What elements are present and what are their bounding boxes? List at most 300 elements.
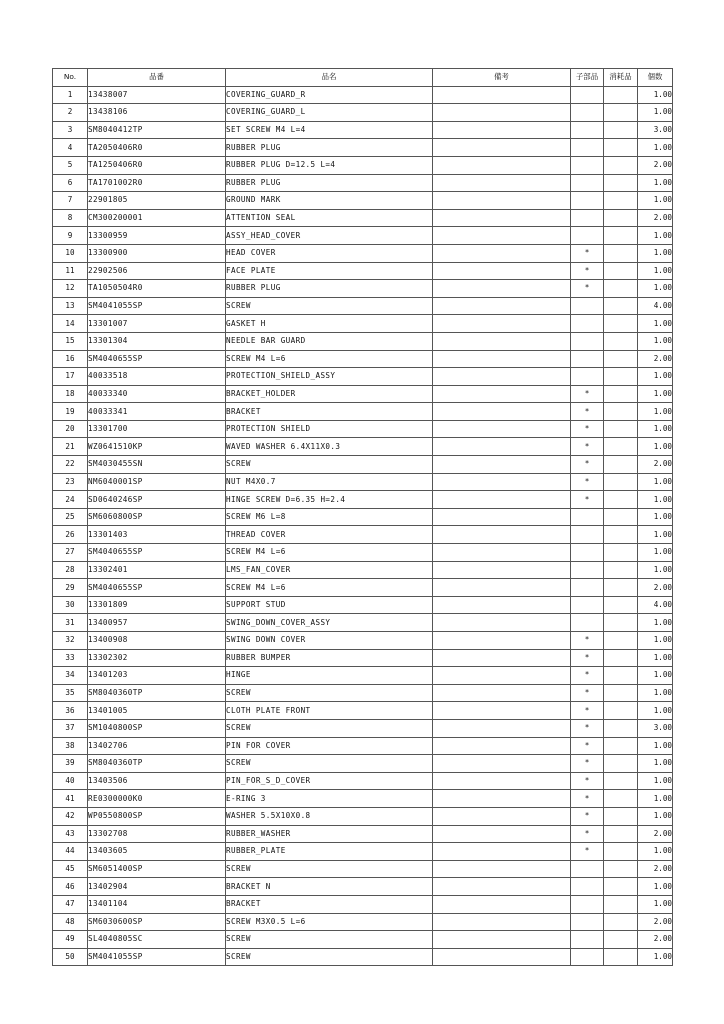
row-number: 50 bbox=[53, 948, 88, 966]
part-number: TA1250406R0 bbox=[88, 156, 226, 174]
part-name: SCREW bbox=[226, 860, 433, 878]
part-name: HINGE SCREW D=6.35 H=2.4 bbox=[226, 491, 433, 509]
part-number: SM1040800SP bbox=[88, 719, 226, 737]
row-number: 23 bbox=[53, 473, 88, 491]
part-name: RUBBER_WASHER bbox=[226, 825, 433, 843]
part-number: SM6060800SP bbox=[88, 508, 226, 526]
consumable-mark bbox=[604, 420, 638, 438]
quantity: 2.00 bbox=[638, 860, 673, 878]
remarks bbox=[433, 561, 571, 579]
row-number: 47 bbox=[53, 895, 88, 913]
sub-part-mark: * bbox=[571, 420, 604, 438]
remarks bbox=[433, 878, 571, 896]
header-part-number: 品番 bbox=[88, 69, 226, 87]
part-number: SD0640246SP bbox=[88, 491, 226, 509]
table-row bbox=[53, 931, 673, 949]
part-name: SCREW M3X0.5 L=6 bbox=[226, 913, 433, 931]
remarks bbox=[433, 860, 571, 878]
sub-part-mark: * bbox=[571, 772, 604, 790]
row-number: 18 bbox=[53, 385, 88, 403]
sub-part-mark bbox=[571, 86, 604, 104]
remarks bbox=[433, 350, 571, 368]
quantity: 1.00 bbox=[638, 737, 673, 755]
table-row bbox=[53, 508, 673, 526]
row-number: 7 bbox=[53, 192, 88, 210]
sub-part-mark bbox=[571, 156, 604, 174]
row-number: 24 bbox=[53, 491, 88, 509]
quantity: 2.00 bbox=[638, 931, 673, 949]
sub-part-mark bbox=[571, 332, 604, 350]
sub-part-mark bbox=[571, 508, 604, 526]
part-name: WASHER 5.5X10X0.8 bbox=[226, 807, 433, 825]
sub-part-mark: * bbox=[571, 473, 604, 491]
consumable-mark bbox=[604, 315, 638, 333]
table-row bbox=[53, 843, 673, 861]
part-name: SCREW bbox=[226, 755, 433, 773]
consumable-mark bbox=[604, 614, 638, 632]
quantity: 1.00 bbox=[638, 403, 673, 421]
parts-list-table bbox=[52, 68, 673, 966]
sub-part-mark bbox=[571, 931, 604, 949]
part-number: SM4041055SP bbox=[88, 948, 226, 966]
part-number: TA1701002R0 bbox=[88, 174, 226, 192]
consumable-mark bbox=[604, 895, 638, 913]
part-name: SET SCREW M4 L=4 bbox=[226, 121, 433, 139]
part-number: NM6040001SP bbox=[88, 473, 226, 491]
part-name: NEEDLE BAR GUARD bbox=[226, 332, 433, 350]
part-name: BRACKET_HOLDER bbox=[226, 385, 433, 403]
quantity: 1.00 bbox=[638, 385, 673, 403]
sub-part-mark bbox=[571, 596, 604, 614]
part-name: RUBBER PLUG D=12.5 L=4 bbox=[226, 156, 433, 174]
consumable-mark bbox=[604, 174, 638, 192]
quantity: 1.00 bbox=[638, 420, 673, 438]
part-name: HEAD COVER bbox=[226, 244, 433, 262]
part-number: TA2050406R0 bbox=[88, 139, 226, 157]
part-number: 22902506 bbox=[88, 262, 226, 280]
part-name: WAVED WASHER 6.4X11X0.3 bbox=[226, 438, 433, 456]
table-row bbox=[53, 632, 673, 650]
remarks bbox=[433, 104, 571, 122]
part-number: 13401005 bbox=[88, 702, 226, 720]
table-row bbox=[53, 895, 673, 913]
table-row bbox=[53, 280, 673, 298]
part-name: PROTECTION SHIELD bbox=[226, 420, 433, 438]
table-row bbox=[53, 209, 673, 227]
header-no: No. bbox=[53, 69, 88, 87]
consumable-mark bbox=[604, 491, 638, 509]
quantity: 2.00 bbox=[638, 825, 673, 843]
part-number: 13301007 bbox=[88, 315, 226, 333]
part-name: ASSY_HEAD_COVER bbox=[226, 227, 433, 245]
row-number: 35 bbox=[53, 684, 88, 702]
remarks bbox=[433, 772, 571, 790]
remarks bbox=[433, 192, 571, 210]
part-name: SCREW bbox=[226, 948, 433, 966]
consumable-mark bbox=[604, 667, 638, 685]
consumable-mark bbox=[604, 139, 638, 157]
table-row bbox=[53, 755, 673, 773]
table-row bbox=[53, 244, 673, 262]
row-number: 9 bbox=[53, 227, 88, 245]
quantity: 2.00 bbox=[638, 350, 673, 368]
row-number: 39 bbox=[53, 755, 88, 773]
sub-part-mark bbox=[571, 544, 604, 562]
table-row bbox=[53, 438, 673, 456]
remarks bbox=[433, 473, 571, 491]
remarks bbox=[433, 755, 571, 773]
table-row bbox=[53, 121, 673, 139]
quantity: 2.00 bbox=[638, 913, 673, 931]
sub-part-mark: * bbox=[571, 790, 604, 808]
part-number: 13401203 bbox=[88, 667, 226, 685]
part-number: SM4040655SP bbox=[88, 544, 226, 562]
part-number: 40033340 bbox=[88, 385, 226, 403]
quantity: 1.00 bbox=[638, 262, 673, 280]
table-row bbox=[53, 350, 673, 368]
part-number: CM300200001 bbox=[88, 209, 226, 227]
row-number: 37 bbox=[53, 719, 88, 737]
table-row bbox=[53, 825, 673, 843]
quantity: 1.00 bbox=[638, 438, 673, 456]
sub-part-mark: * bbox=[571, 807, 604, 825]
sub-part-mark: * bbox=[571, 825, 604, 843]
row-number: 4 bbox=[53, 139, 88, 157]
quantity: 2.00 bbox=[638, 456, 673, 474]
row-number: 36 bbox=[53, 702, 88, 720]
remarks bbox=[433, 508, 571, 526]
quantity: 1.00 bbox=[638, 878, 673, 896]
remarks bbox=[433, 156, 571, 174]
remarks bbox=[433, 526, 571, 544]
table-row bbox=[53, 420, 673, 438]
row-number: 34 bbox=[53, 667, 88, 685]
part-number: 13402706 bbox=[88, 737, 226, 755]
part-number: 13302401 bbox=[88, 561, 226, 579]
row-number: 43 bbox=[53, 825, 88, 843]
header-sub-part: 子部品 bbox=[571, 69, 604, 87]
sub-part-mark bbox=[571, 350, 604, 368]
row-number: 38 bbox=[53, 737, 88, 755]
table-row bbox=[53, 948, 673, 966]
quantity: 1.00 bbox=[638, 790, 673, 808]
part-number: 13401104 bbox=[88, 895, 226, 913]
row-number: 17 bbox=[53, 368, 88, 386]
table-row bbox=[53, 315, 673, 333]
row-number: 26 bbox=[53, 526, 88, 544]
table-row bbox=[53, 86, 673, 104]
quantity: 1.00 bbox=[638, 702, 673, 720]
quantity: 1.00 bbox=[638, 614, 673, 632]
remarks bbox=[433, 403, 571, 421]
consumable-mark bbox=[604, 931, 638, 949]
part-name: HINGE bbox=[226, 667, 433, 685]
sub-part-mark: * bbox=[571, 456, 604, 474]
row-number: 49 bbox=[53, 931, 88, 949]
sub-part-mark bbox=[571, 579, 604, 597]
consumable-mark bbox=[604, 86, 638, 104]
part-name: BRACKET bbox=[226, 403, 433, 421]
consumable-mark bbox=[604, 156, 638, 174]
remarks bbox=[433, 632, 571, 650]
sub-part-mark bbox=[571, 526, 604, 544]
part-number: 13402904 bbox=[88, 878, 226, 896]
quantity: 4.00 bbox=[638, 596, 673, 614]
consumable-mark bbox=[604, 702, 638, 720]
consumable-mark bbox=[604, 878, 638, 896]
consumable-mark bbox=[604, 332, 638, 350]
table-row bbox=[53, 526, 673, 544]
sub-part-mark bbox=[571, 878, 604, 896]
quantity: 1.00 bbox=[638, 491, 673, 509]
consumable-mark bbox=[604, 438, 638, 456]
sub-part-mark: * bbox=[571, 403, 604, 421]
sub-part-mark bbox=[571, 104, 604, 122]
remarks bbox=[433, 420, 571, 438]
part-name: SCREW bbox=[226, 719, 433, 737]
quantity: 1.00 bbox=[638, 86, 673, 104]
part-number: SL4040805SC bbox=[88, 931, 226, 949]
consumable-mark bbox=[604, 561, 638, 579]
sub-part-mark: * bbox=[571, 684, 604, 702]
remarks bbox=[433, 297, 571, 315]
part-number: SM4030455SN bbox=[88, 456, 226, 474]
quantity: 3.00 bbox=[638, 719, 673, 737]
part-number: 13400957 bbox=[88, 614, 226, 632]
quantity: 2.00 bbox=[638, 156, 673, 174]
sub-part-mark bbox=[571, 561, 604, 579]
remarks bbox=[433, 579, 571, 597]
remarks bbox=[433, 121, 571, 139]
sub-part-mark bbox=[571, 121, 604, 139]
consumable-mark bbox=[604, 913, 638, 931]
part-number: 13438007 bbox=[88, 86, 226, 104]
table-row bbox=[53, 596, 673, 614]
quantity: 1.00 bbox=[638, 772, 673, 790]
row-number: 20 bbox=[53, 420, 88, 438]
sub-part-mark bbox=[571, 315, 604, 333]
row-number: 31 bbox=[53, 614, 88, 632]
quantity: 1.00 bbox=[638, 632, 673, 650]
quantity: 1.00 bbox=[638, 244, 673, 262]
sub-part-mark bbox=[571, 139, 604, 157]
remarks bbox=[433, 332, 571, 350]
part-number: SM6030600SP bbox=[88, 913, 226, 931]
table-row bbox=[53, 544, 673, 562]
consumable-mark bbox=[604, 719, 638, 737]
row-number: 48 bbox=[53, 913, 88, 931]
consumable-mark bbox=[604, 843, 638, 861]
remarks bbox=[433, 544, 571, 562]
table-header-row bbox=[53, 69, 673, 87]
remarks bbox=[433, 86, 571, 104]
quantity: 1.00 bbox=[638, 508, 673, 526]
table-row bbox=[53, 667, 673, 685]
row-number: 3 bbox=[53, 121, 88, 139]
sub-part-mark bbox=[571, 948, 604, 966]
row-number: 40 bbox=[53, 772, 88, 790]
part-name: SCREW bbox=[226, 297, 433, 315]
part-name: NUT M4X0.7 bbox=[226, 473, 433, 491]
remarks bbox=[433, 438, 571, 456]
remarks bbox=[433, 456, 571, 474]
quantity: 1.00 bbox=[638, 473, 673, 491]
table-row bbox=[53, 878, 673, 896]
table-row bbox=[53, 737, 673, 755]
part-number: TA1050504R0 bbox=[88, 280, 226, 298]
consumable-mark bbox=[604, 632, 638, 650]
part-name: SCREW M4 L=6 bbox=[226, 350, 433, 368]
row-number: 21 bbox=[53, 438, 88, 456]
remarks bbox=[433, 385, 571, 403]
consumable-mark bbox=[604, 297, 638, 315]
table-row bbox=[53, 297, 673, 315]
table-row bbox=[53, 790, 673, 808]
part-name: ATTENTION SEAL bbox=[226, 209, 433, 227]
row-number: 32 bbox=[53, 632, 88, 650]
table-row bbox=[53, 702, 673, 720]
part-name: SWING DOWN COVER bbox=[226, 632, 433, 650]
part-name: PIN FOR COVER bbox=[226, 737, 433, 755]
consumable-mark bbox=[604, 244, 638, 262]
quantity: 2.00 bbox=[638, 579, 673, 597]
row-number: 16 bbox=[53, 350, 88, 368]
part-name: RUBBER PLUG bbox=[226, 139, 433, 157]
part-name: THREAD COVER bbox=[226, 526, 433, 544]
header-consumable: 消耗品 bbox=[604, 69, 638, 87]
table-row bbox=[53, 456, 673, 474]
table-row bbox=[53, 262, 673, 280]
remarks bbox=[433, 843, 571, 861]
part-number: 13302302 bbox=[88, 649, 226, 667]
consumable-mark bbox=[604, 737, 638, 755]
table-row bbox=[53, 332, 673, 350]
table-row bbox=[53, 174, 673, 192]
consumable-mark bbox=[604, 350, 638, 368]
part-number: WZ0641510KP bbox=[88, 438, 226, 456]
part-number: 13301304 bbox=[88, 332, 226, 350]
part-name: BRACKET N bbox=[226, 878, 433, 896]
remarks bbox=[433, 614, 571, 632]
consumable-mark bbox=[604, 790, 638, 808]
sub-part-mark bbox=[571, 895, 604, 913]
consumable-mark bbox=[604, 579, 638, 597]
remarks bbox=[433, 913, 571, 931]
consumable-mark bbox=[604, 544, 638, 562]
consumable-mark bbox=[604, 755, 638, 773]
quantity: 1.00 bbox=[638, 192, 673, 210]
part-name: GASKET H bbox=[226, 315, 433, 333]
consumable-mark bbox=[604, 649, 638, 667]
sub-part-mark: * bbox=[571, 262, 604, 280]
quantity: 1.00 bbox=[638, 280, 673, 298]
consumable-mark bbox=[604, 860, 638, 878]
sub-part-mark bbox=[571, 860, 604, 878]
part-number: SM6051400SP bbox=[88, 860, 226, 878]
sub-part-mark: * bbox=[571, 438, 604, 456]
part-number: 13438106 bbox=[88, 104, 226, 122]
consumable-mark bbox=[604, 104, 638, 122]
row-number: 8 bbox=[53, 209, 88, 227]
consumable-mark bbox=[604, 368, 638, 386]
sub-part-mark bbox=[571, 227, 604, 245]
sub-part-mark bbox=[571, 192, 604, 210]
table-row bbox=[53, 385, 673, 403]
consumable-mark bbox=[604, 456, 638, 474]
row-number: 42 bbox=[53, 807, 88, 825]
header-quantity: 個数 bbox=[638, 69, 673, 87]
consumable-mark bbox=[604, 209, 638, 227]
part-name: RUBBER BUMPER bbox=[226, 649, 433, 667]
remarks bbox=[433, 596, 571, 614]
header-part-name: 品名 bbox=[226, 69, 433, 87]
consumable-mark bbox=[604, 772, 638, 790]
part-name: SCREW bbox=[226, 456, 433, 474]
consumable-mark bbox=[604, 948, 638, 966]
table-row bbox=[53, 156, 673, 174]
sub-part-mark bbox=[571, 174, 604, 192]
part-number: 40033518 bbox=[88, 368, 226, 386]
remarks bbox=[433, 737, 571, 755]
remarks bbox=[433, 280, 571, 298]
quantity: 1.00 bbox=[638, 227, 673, 245]
table-row bbox=[53, 104, 673, 122]
row-number: 25 bbox=[53, 508, 88, 526]
part-number: 13403605 bbox=[88, 843, 226, 861]
remarks bbox=[433, 702, 571, 720]
table-row bbox=[53, 719, 673, 737]
sub-part-mark: * bbox=[571, 280, 604, 298]
row-number: 2 bbox=[53, 104, 88, 122]
part-number: 40033341 bbox=[88, 403, 226, 421]
sub-part-mark: * bbox=[571, 649, 604, 667]
part-number: 13400908 bbox=[88, 632, 226, 650]
remarks bbox=[433, 139, 571, 157]
part-number: 13301403 bbox=[88, 526, 226, 544]
consumable-mark bbox=[604, 526, 638, 544]
consumable-mark bbox=[604, 280, 638, 298]
sub-part-mark: * bbox=[571, 755, 604, 773]
part-name: CLOTH PLATE FRONT bbox=[226, 702, 433, 720]
sub-part-mark: * bbox=[571, 385, 604, 403]
table-row bbox=[53, 227, 673, 245]
row-number: 5 bbox=[53, 156, 88, 174]
part-name: SCREW bbox=[226, 684, 433, 702]
row-number: 28 bbox=[53, 561, 88, 579]
part-name: BRACKET bbox=[226, 895, 433, 913]
row-number: 44 bbox=[53, 843, 88, 861]
remarks bbox=[433, 825, 571, 843]
remarks bbox=[433, 368, 571, 386]
sub-part-mark bbox=[571, 368, 604, 386]
sub-part-mark: * bbox=[571, 719, 604, 737]
part-number: SM4041055SP bbox=[88, 297, 226, 315]
row-number: 1 bbox=[53, 86, 88, 104]
quantity: 1.00 bbox=[638, 561, 673, 579]
part-number: 13301809 bbox=[88, 596, 226, 614]
quantity: 2.00 bbox=[638, 209, 673, 227]
remarks bbox=[433, 790, 571, 808]
quantity: 3.00 bbox=[638, 121, 673, 139]
part-number: WP0550800SP bbox=[88, 807, 226, 825]
row-number: 12 bbox=[53, 280, 88, 298]
table-row bbox=[53, 579, 673, 597]
row-number: 14 bbox=[53, 315, 88, 333]
quantity: 1.00 bbox=[638, 104, 673, 122]
consumable-mark bbox=[604, 684, 638, 702]
table-row bbox=[53, 403, 673, 421]
remarks bbox=[433, 895, 571, 913]
